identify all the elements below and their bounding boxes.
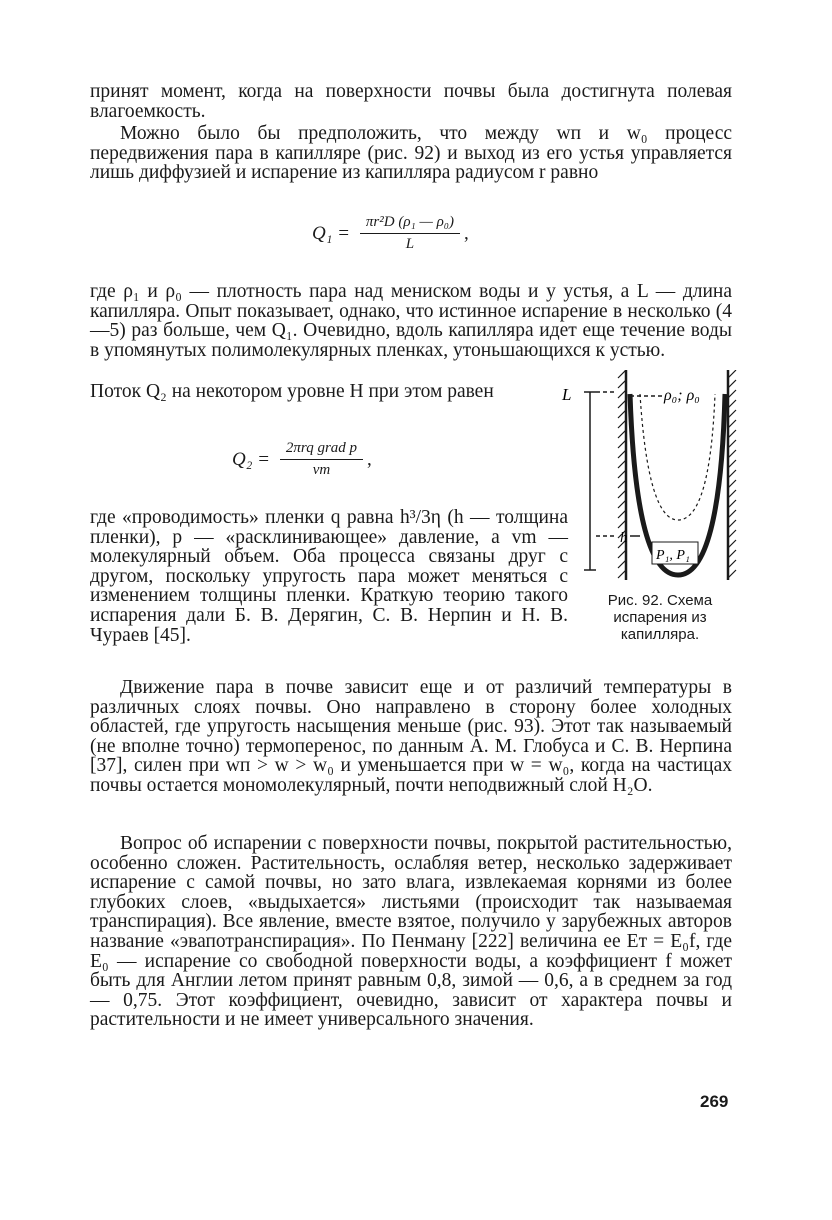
formula-q2-numerator: 2πrq grad p	[280, 440, 363, 460]
formula-q1	[312, 214, 469, 253]
figure-caption: Рис. 92. Схема испарения из капилляра.	[607, 592, 713, 643]
paragraph-7: Вопрос об испарении с поверхности почвы, покрытой растительностью, особенно сложен. Растительность, ослабляя ветер, несколько задерживает испарение с самой почвы, но зато влага, извлекаемая корнями из более глубоких слоев, «выдыхается» листьями (происходит так называемая транспирация). Все явление, вместе взятое, получило у зарубежных авторов название «эвапотранспирация». По Пенману [222] величина ее Eт = E₀f, где E₀ — испарение со свободной поверхности воды, а коэффициент f может быть для Англии летом принят равным 0,8, зимой — 0,6, а в среднем за год — 0,75. Этот коэффициент, очевидно, зависит от характера почвы и растительности и не имеет универсального значения.	[90, 833, 732, 1031]
formula-q2	[232, 440, 372, 479]
paragraph-3: где ρ₁ и ρ₀ — плотность пара над мениском воды и у устья, а L — длина капилляра. Опыт показывает, однако, что истинное испарение в несколько (4—5) раз больше, чем Q₁. Очевидно, вдоль капилляра идет еще течение воды в упомянутых полимолекулярных пленках, утоньшающихся к устью.	[90, 281, 732, 361]
capillary-figure	[560, 370, 750, 580]
formula-q1-fraction	[360, 214, 460, 253]
page-number: 269	[700, 1092, 729, 1111]
label-rho-top: ρ₀; ρ₀	[664, 387, 700, 404]
film-boundary	[640, 394, 715, 520]
paragraph-5: где «проводимость» пленки q равна h³/3η (h — толщина пленки), p — «расклинивающее» давление, а vm — молекулярный объем. Оба процесса связаны друг с другом, поскольку упругость пара может меняться с изменением толщины пленки. Краткую теорию такого испарения дали Б. В. Дерягин, С. В. Нерпин и Н. В. Чураев [45].	[90, 507, 568, 646]
paragraph-2: Можно было бы предположить, что между wп и w₀ процесс передвижения пара в капилляре (рис. 92) и выход из его устья управляется лишь диффузией и испарение из капилляра радиусом r равно	[90, 123, 732, 184]
label-rho-bottom: P₁, P₁	[656, 548, 690, 563]
formula-q1-tail: ,	[464, 222, 469, 244]
paragraph-6: Движение пара в почве зависит еще и от различий температуры в различных слоях почвы. Оно направлено в сторону более холодных областей, где упругость насыщения меньше (рис. 93). Этот так называемый (не вполне точно) термоперенос, по данным А. М. Глобуса и С. В. Нерпина [37], силен при wп > w > w₀ и уменьшается при w = w₀, когда на частицах почвы остается мономолекулярный, почти неподвижный слой H₂O.	[90, 677, 732, 796]
formula-q2-denominator: vm	[312, 462, 331, 478]
paragraph-4: Поток Q₂ на некотором уровне H при этом равен	[90, 381, 494, 402]
formula-q1-denominator: L	[405, 236, 415, 252]
label-h: h	[620, 530, 628, 546]
formula-q1-numerator: πr²D (ρ₁ — ρ₀)	[360, 214, 460, 234]
formula-q1-lhs: Q₁ =	[312, 222, 350, 244]
paragraph-1: принят момент, когда на поверхности почвы была достигнута полевая влагоемкость.	[90, 81, 732, 122]
formula-q2-lhs: Q₂ =	[232, 448, 270, 470]
formula-q2-tail: ,	[367, 448, 372, 470]
formula-q2-fraction	[280, 440, 363, 479]
label-l: L	[562, 385, 572, 404]
